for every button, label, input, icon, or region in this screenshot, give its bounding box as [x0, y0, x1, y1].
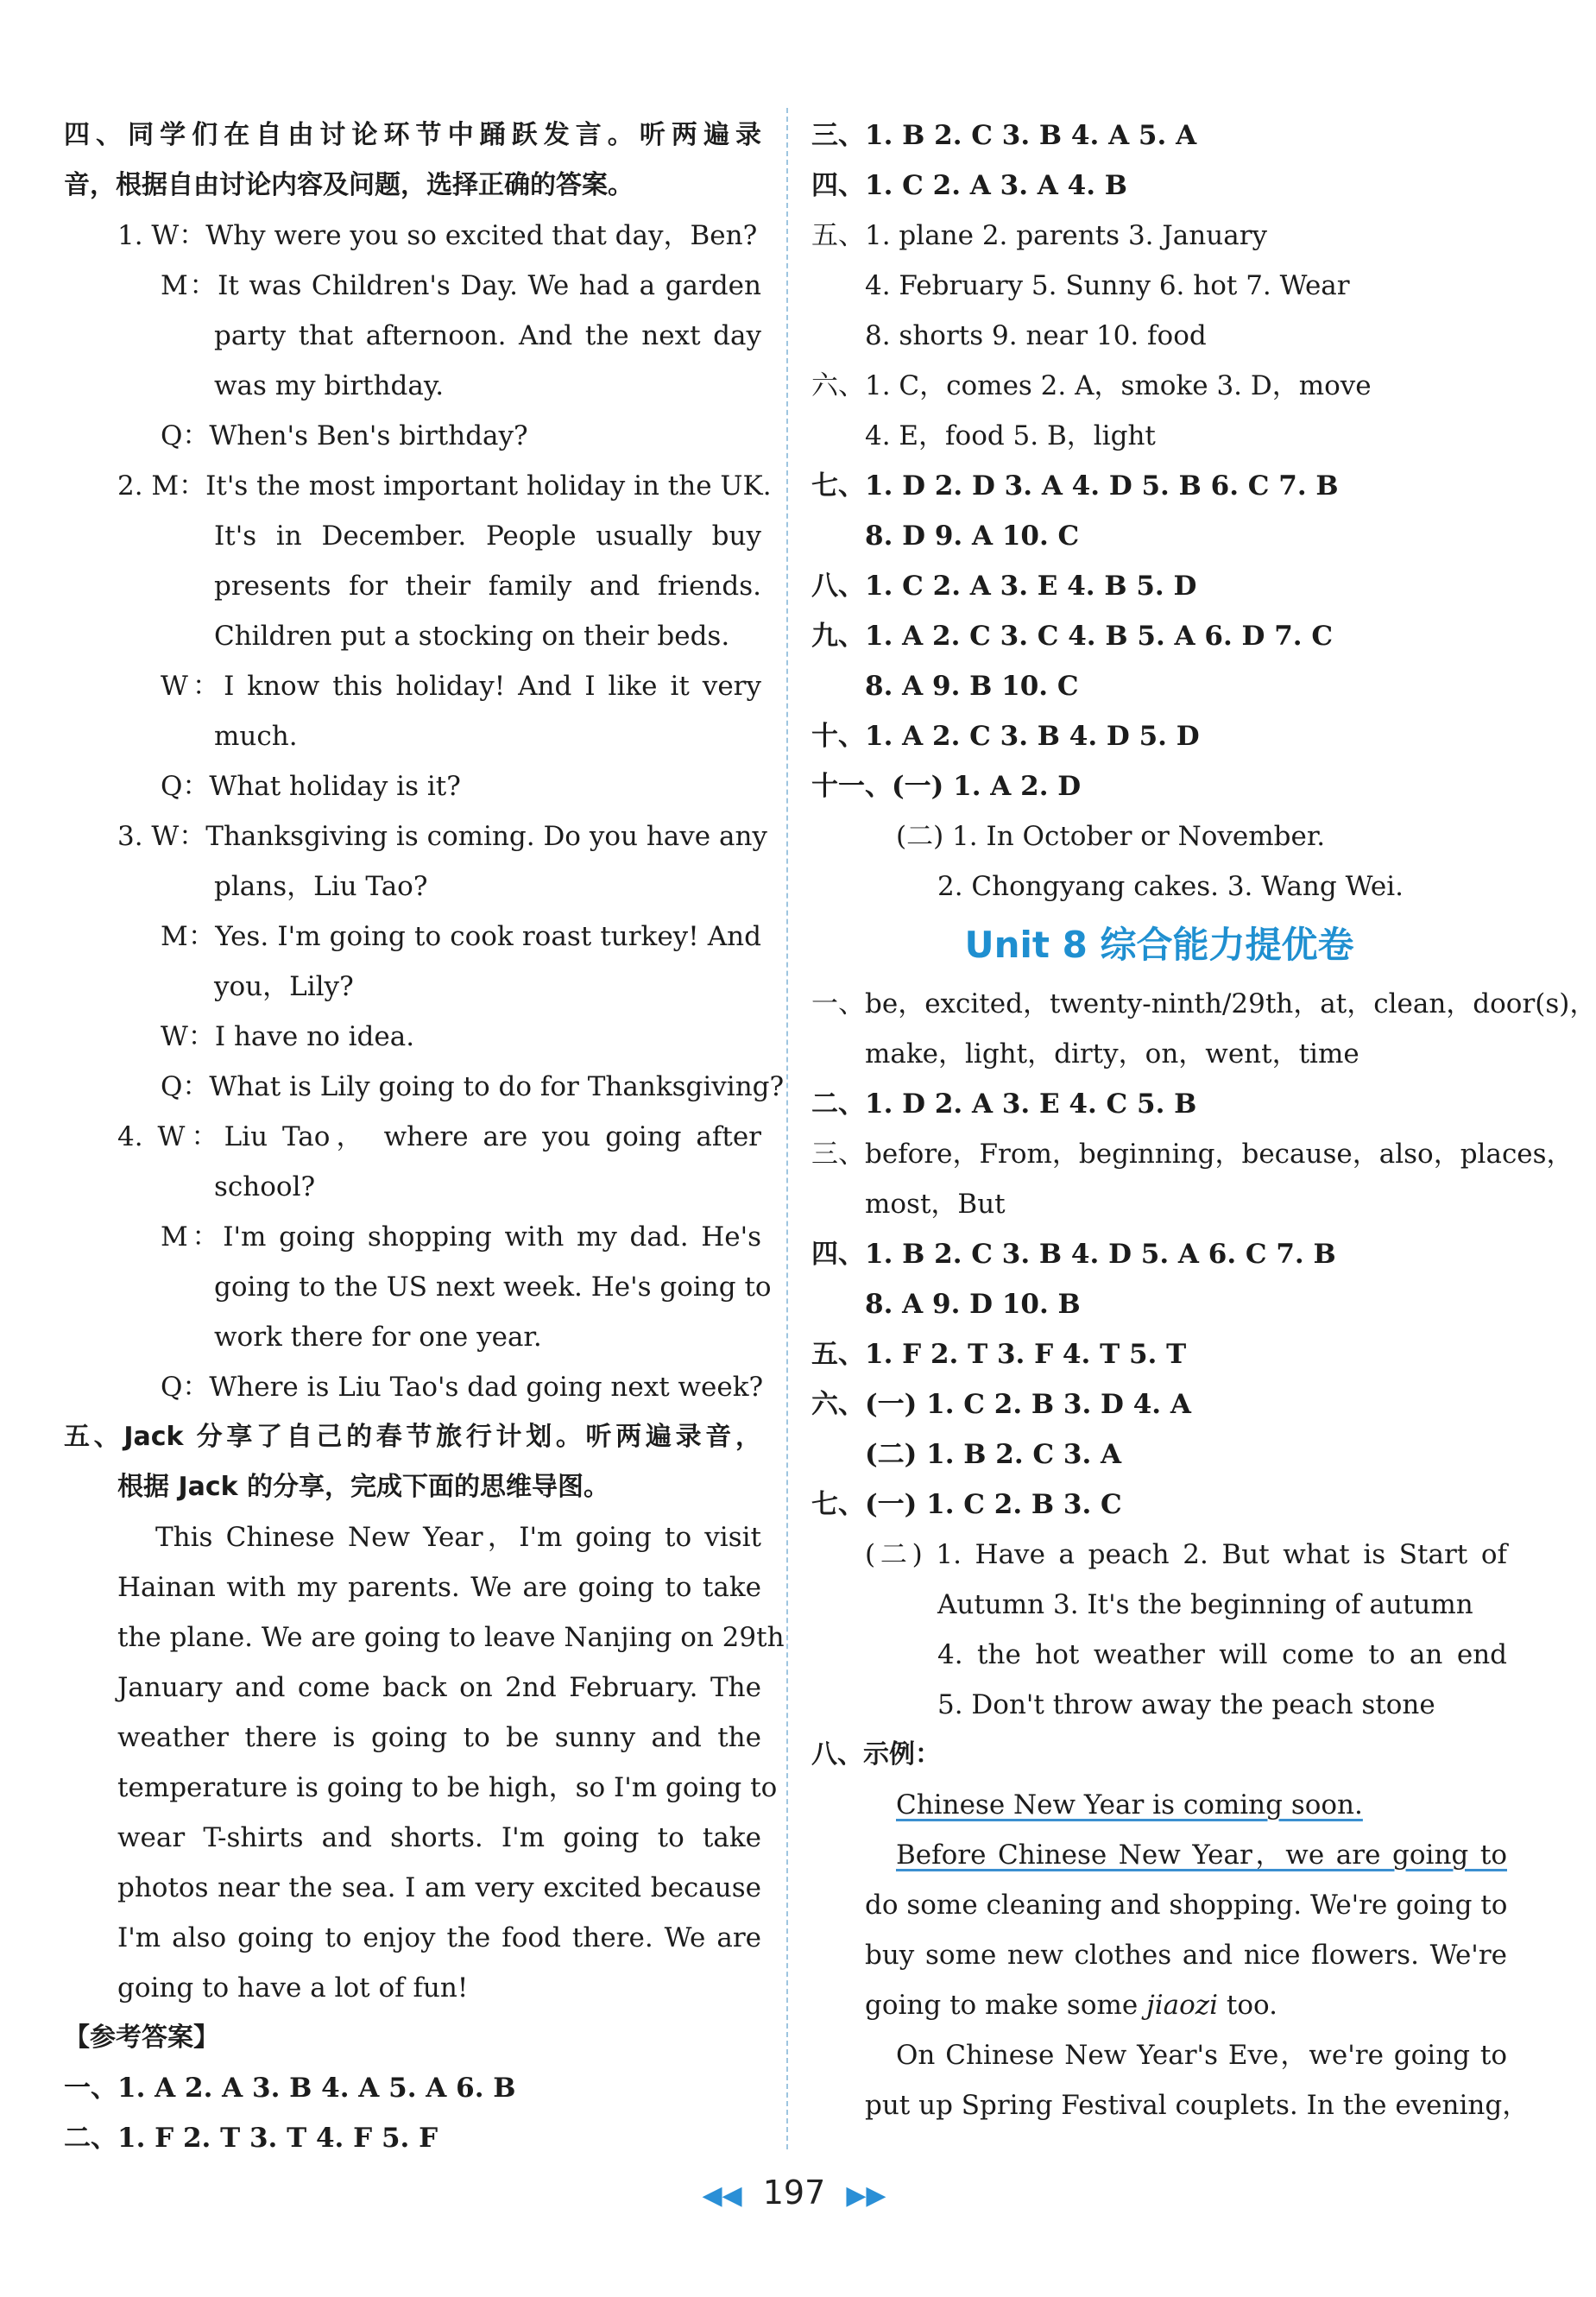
text-line: 三、1. B 2. C 3. B 4. A 5. A — [811, 120, 1197, 151]
text-line: 五、Jack 分享了自己的春节旅行计划。听两遍录音， — [64, 1422, 761, 1452]
text-line: 十一、(一) 1. A 2. D — [811, 771, 1082, 802]
text-line: It's in December. People usually buy — [214, 521, 761, 552]
next-page-arrows[interactable]: ▶▶ — [846, 2180, 886, 2211]
text-line: temperature is going to be high，so I'm going to — [117, 1772, 778, 1803]
text-line: 八、1. C 2. A 3. E 4. B 5. D — [811, 571, 1197, 602]
text-line: This Chinese New Year，I'm going to visit — [155, 1522, 761, 1553]
text-line: 九、1. A 2. C 3. C 4. B 5. A 6. D 7. C — [811, 621, 1334, 652]
text-line: 七、1. D 2. D 3. A 4. D 5. B 6. C 7. B — [811, 470, 1339, 502]
text-line: going to have a lot of fun! — [117, 1972, 469, 2004]
text-line: 五、1. plane 2. parents 3. January — [811, 220, 1268, 251]
text-line: Children put a stocking on their beds. — [214, 621, 730, 652]
text-line: much. — [214, 721, 298, 752]
text-line: I'm also going to enjoy the food there. We are — [117, 1922, 761, 1953]
text-line: Chinese New Year is coming soon. — [896, 1789, 1363, 1821]
text-line: party that afternoon. And the next day — [214, 320, 761, 351]
text-line: put up Spring Festival couplets. In the evening， — [865, 2090, 1530, 2121]
text-line: Hainan with my parents. We are going to take — [117, 1572, 761, 1603]
text-line: 五、1. F 2. T 3. F 4. T 5. T — [811, 1339, 1187, 1370]
text-line: W：I know this holiday! And I like it very — [161, 671, 761, 702]
text-line: photos near the sea. I am very excited because — [117, 1872, 761, 1903]
text-line: 根据 Jack 的分享，完成下面的思维导图。 — [117, 1472, 610, 1502]
text-line: 4. E，food 5. B，light — [865, 420, 1156, 451]
right-column — [811, 110, 1596, 2130]
text-line: 四、1. C 2. A 3. A 4. B — [811, 170, 1127, 201]
text-line: 8. A 9. D 10. B — [865, 1289, 1081, 1320]
text-line: work there for one year. — [214, 1322, 542, 1353]
text-line: 一、1. A 2. A 3. B 4. A 5. A 6. B — [64, 2073, 516, 2104]
text-line: 2. Chongyang cakes. 3. Wang Wei. — [937, 871, 1404, 902]
text-line: 四、同学们在自由讨论环节中踊跃发言。听两遍录 — [64, 120, 761, 150]
text-line: M：It was Children's Day. We had a garden — [161, 270, 761, 301]
text-line: Q：What is Lily going to do for Thanksgiving? — [161, 1071, 785, 1102]
text-line: 七、(一) 1. C 2. B 3. C — [811, 1489, 1122, 1520]
text-line: 四、1. B 2. C 3. B 4. D 5. A 6. C 7. B — [811, 1239, 1336, 1270]
text-line: 8. A 9. B 10. C — [865, 671, 1079, 702]
text-line: weather there is going to be sunny and the — [117, 1722, 761, 1753]
text-line: 八、示例： — [811, 1739, 941, 1770]
text-line: you，Lily? — [214, 971, 354, 1002]
text-line: 5. Don't throw away the peach stone — [937, 1689, 1435, 1720]
italic-word: jiaozi — [1146, 1990, 1219, 2021]
text-line: January and come back on 2nd February. The — [117, 1672, 761, 1703]
text-line: On Chinese New Year's Eve，we're going to — [896, 2040, 1507, 2071]
text-line: Autumn 3. It's the beginning of autumn — [937, 1589, 1473, 1620]
text-line: 三、before，From，beginning，because，also，places， — [811, 1139, 1574, 1170]
text-line: (二) 1. Have a peach 2. But what is Start of — [865, 1539, 1507, 1570]
text-line: 8. shorts 9. near 10. food — [865, 320, 1207, 351]
text-line: most，But — [865, 1189, 1006, 1220]
text-line: Before Chinese New Year，we are going to — [896, 1839, 1507, 1871]
page-footer — [0, 2174, 1588, 2212]
text-line: was my birthday. — [214, 370, 445, 401]
text-line: 一、be，excited，twenty-ninth/29th，at，clean，door(s)， — [811, 988, 1596, 1019]
text-line: school? — [214, 1171, 316, 1202]
text-line: M：I'm going shopping with my dad. He's — [161, 1221, 761, 1253]
text-line: presents for their family and friends. — [214, 571, 761, 602]
text-line: Q：Where is Liu Tao's dad going next week? — [161, 1372, 764, 1403]
text-line: 4. the hot weather will come to an end — [937, 1639, 1507, 1670]
text-line: 二、1. F 2. T 3. T 4. F 5. F — [64, 2123, 438, 2154]
column-divider — [786, 108, 788, 2149]
text-line: the plane. We are going to leave Nanjing on 29th — [117, 1622, 785, 1653]
left-column — [64, 110, 785, 2163]
text-line: plans，Liu Tao? — [214, 871, 428, 902]
text-line: 3. W：Thanksgiving is coming. Do you have any — [117, 821, 767, 852]
text-line: buy some new clothes and nice flowers. We're — [865, 1940, 1507, 1971]
text-line: (二) 1. In October or November. — [896, 821, 1326, 852]
text-line: 音，根据自由讨论内容及问题，选择正确的答案。 — [64, 170, 634, 200]
text-line: going to make some jiaozi too. — [865, 1990, 1277, 2021]
text-line: Q：What holiday is it? — [161, 771, 461, 802]
text-line: 【参考答案】 — [64, 2022, 219, 2053]
text-line: 8. D 9. A 10. C — [865, 521, 1080, 552]
text-line: wear T-shirts and shorts. I'm going to take — [117, 1822, 761, 1853]
text-line: 2. M：It's the most important holiday in the UK. — [117, 470, 772, 502]
text-line: 1. W：Why were you so excited that day，Ben? — [117, 220, 758, 251]
text-line: 二、1. D 2. A 3. E 4. C 5. B — [811, 1089, 1197, 1120]
text-line: Q：When's Ben's birthday? — [161, 420, 528, 451]
text-line: do some cleaning and shopping. We're going to — [865, 1890, 1508, 1921]
page-number: 197 — [762, 2174, 826, 2212]
text-line: W：I have no idea. — [161, 1021, 415, 1052]
text-line: 六、1. C，comes 2. A，smoke 3. D，move — [811, 370, 1372, 401]
text-line: 六、(一) 1. C 2. B 3. D 4. A — [811, 1389, 1191, 1420]
unit-title: Unit 8 综合能力提优卷 — [964, 924, 1354, 966]
text-line: going to the US next week. He's going to — [214, 1272, 772, 1303]
text-line: 4. February 5. Sunny 6. hot 7. Wear — [865, 270, 1350, 301]
text-line: M：Yes. I'm going to cook roast turkey! And — [161, 921, 761, 952]
text-line: make，light，dirty，on，went，time — [865, 1038, 1359, 1070]
text-line: (二) 1. B 2. C 3. A — [865, 1439, 1122, 1470]
text-line: 十、1. A 2. C 3. B 4. D 5. D — [811, 721, 1200, 752]
prev-page-arrows[interactable]: ◀◀ — [702, 2180, 742, 2211]
text-line: 4. W：Liu Tao， where are you going after — [117, 1121, 761, 1152]
